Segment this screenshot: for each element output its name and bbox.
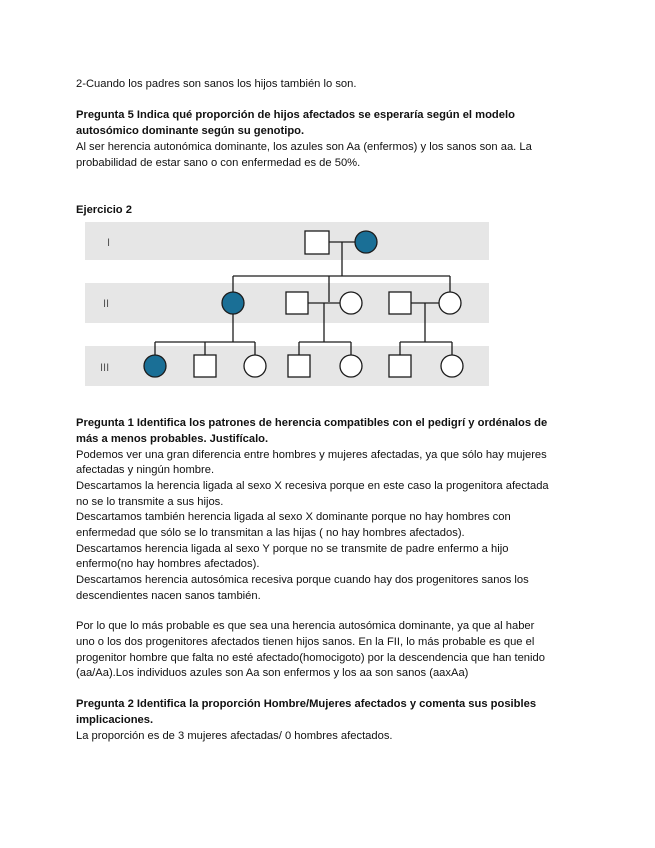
question-5-answer-cont: probabilidad de estar sano o con enfermedad es de 50%. — [76, 157, 361, 169]
question-1-answer-line: no se lo transmite a sus hijos. — [76, 496, 224, 508]
individual-II-3-female-unaffected — [340, 292, 362, 314]
individual-III-7-female-unaffected — [441, 355, 463, 377]
generation-label-3: III — [100, 362, 110, 374]
generation-label-1: I — [107, 237, 111, 249]
conclusion-line: (aa/Aa).Los individuos azules son Aa son enfermos y los aa son sanos (aaxAa) — [76, 667, 469, 679]
individual-III-5-female-unaffected — [340, 355, 362, 377]
individual-III-6-male-unaffected — [389, 355, 411, 377]
question-1-answer-line: afectadas y ningún hombre. — [76, 464, 215, 476]
question-5-answer: Al ser herencia autonómica dominante, los azules son Aa (enfermos) y los sanos son aa. La — [76, 141, 532, 153]
individual-III-4-male-unaffected — [288, 355, 310, 377]
conclusion-line: Por lo que lo más probable es que sea una herencia autosómica dominante, ya que al haber — [76, 620, 535, 632]
question-2-title: Pregunta 2 Identifica la proporción Hombre/Mujeres afectados y comenta sus posibles — [76, 698, 537, 710]
paragraph-parents-healthy: 2-Cuando los padres son sanos los hijos también lo son. — [76, 78, 357, 90]
question-1-answer-line: Podemos ver una gran diferencia entre hombres y mujeres afectadas, ya que sólo hay mujeres — [76, 449, 547, 461]
individual-II-1-female-affected — [222, 292, 244, 314]
question-1-title: Pregunta 1 Identifica los patrones de herencia compatibles con el pedigrí y ordénalos de — [76, 417, 548, 429]
individual-II-4-male-unaffected — [389, 292, 411, 314]
question-2-answer: La proporción es de 3 mujeres afectadas/ 0 hombres afectados. — [76, 730, 393, 742]
individual-III-3-female-unaffected — [244, 355, 266, 377]
individual-I-1-male-unaffected — [305, 231, 329, 254]
conclusion-line: progenitor hombre que falta no esté afectado(homocigoto) por la descendencia que han tenido — [76, 652, 545, 664]
individual-III-2-male-unaffected — [194, 355, 216, 377]
question-1-answer-line: Descartamos la herencia ligada al sexo X recesiva porque en este caso la progenitora afectada — [76, 480, 549, 492]
individual-III-1-female-affected — [144, 355, 166, 377]
question-1-answer-line: Descartamos herencia ligada al sexo Y porque no se transmite de padre enfermo a hijo — [76, 543, 509, 555]
question-2-title-cont: implicaciones. — [76, 714, 154, 726]
individual-II-2-male-unaffected — [286, 292, 308, 314]
exercise-2-title: Ejercicio 2 — [76, 204, 132, 216]
question-1-answer-line: enfermedad que sólo se lo transmitan a las hijas ( no hay hombres afectados). — [76, 527, 465, 539]
conclusion-line: uno o los dos progenitores afectados tienen hijos sanos. En la FII, lo más probable es que el — [76, 636, 535, 648]
generation-label-2: II — [103, 298, 110, 310]
individual-I-2-female-affected — [355, 231, 377, 253]
question-1-answer-line: descendientes nacen sanos también. — [76, 590, 261, 602]
question-1-answer-line: enfermo(no hay hombres afectados). — [76, 558, 260, 570]
individual-II-5-female-unaffected — [439, 292, 461, 314]
question-1-answer-line: Descartamos herencia autosómica recesiva porque cuando hay dos progenitores sanos los — [76, 574, 529, 586]
question-1-title-cont: más a menos probables. Justifícalo. — [76, 433, 269, 445]
pedigree-chart — [85, 218, 489, 388]
question-1-answer-line: Descartamos también herencia ligada al sexo X dominante porque no hay hombres con — [76, 511, 511, 523]
generation-band-1 — [85, 222, 489, 260]
question-5-title: Pregunta 5 Indica qué proporción de hijos afectados se esperaría según el modelo — [76, 109, 515, 121]
question-5-title-cont: autosómico dominante según su genotipo. — [76, 125, 305, 137]
